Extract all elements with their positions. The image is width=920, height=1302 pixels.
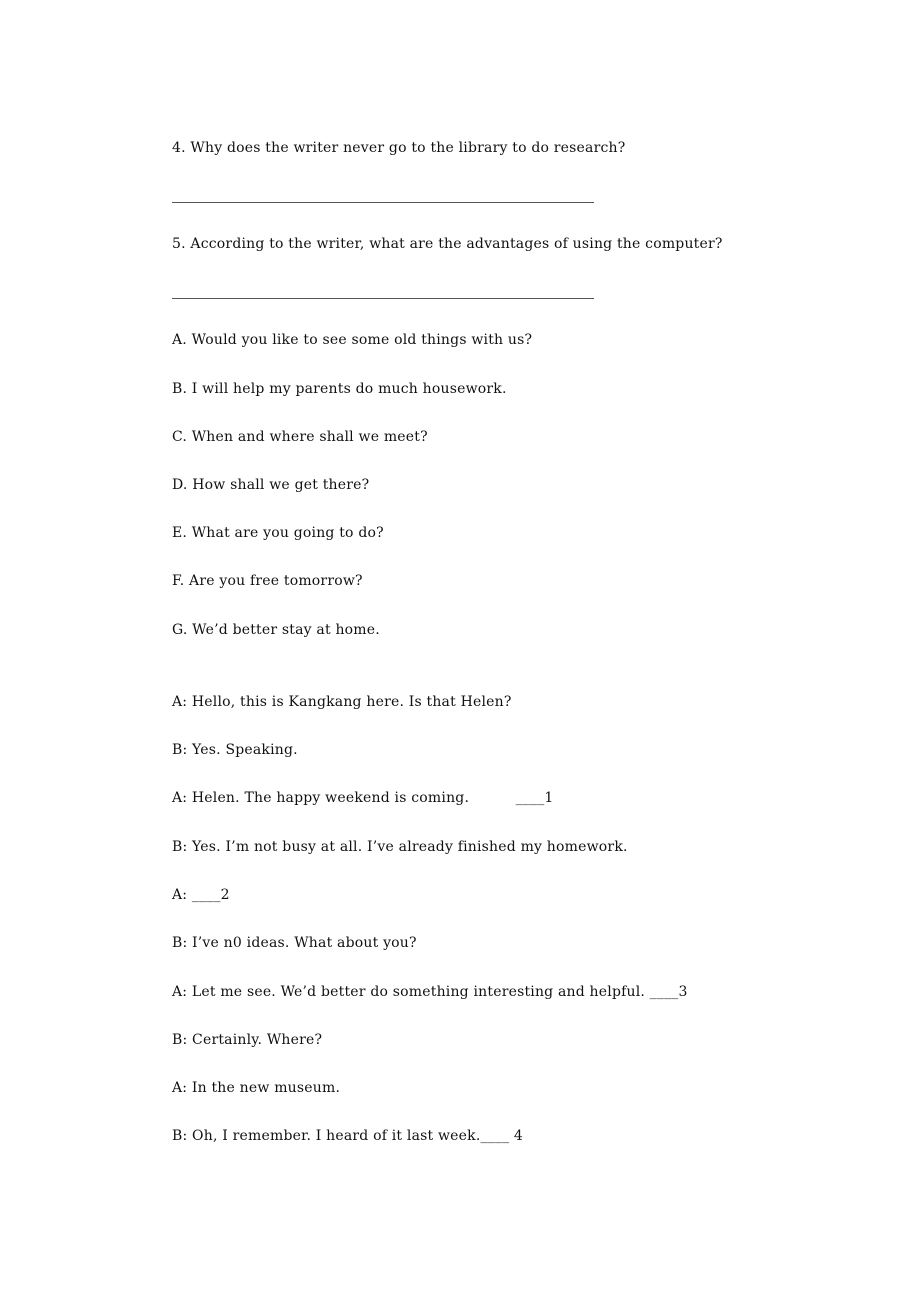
dialogue-line: A: ____2	[172, 887, 230, 903]
dialogue-line: A: Hello, this is Kangkang here. Is that Helen?	[172, 694, 512, 710]
option-g: G. We’d better stay at home.	[172, 622, 380, 638]
option-d: D. How shall we get there?	[172, 477, 370, 493]
option-c: C. When and where shall we meet?	[172, 429, 428, 445]
question-4: 4. Why does the writer never go to the library to do research?	[172, 140, 626, 156]
dialogue-line: B: Yes. Speaking.	[172, 742, 298, 758]
dialogue-line: B: Certainly. Where?	[172, 1032, 323, 1048]
dialogue-line: B: Yes. I’m not busy at all. I’ve already finished my homework.	[172, 839, 628, 855]
dialogue-line: A: Helen. The happy weekend is coming. ____1	[172, 790, 554, 806]
option-b: B. I will help my parents do much housework.	[172, 381, 507, 397]
dialogue-line: A: Let me see. We’d better do something interesting and helpful. ____3	[172, 984, 688, 1000]
option-f: F. Are you free tomorrow?	[172, 573, 363, 589]
dialogue-line: A: In the new museum.	[172, 1080, 341, 1096]
dialogue-line: B: Oh, I remember. I heard of it last week.____ 4	[172, 1128, 524, 1144]
option-e: E. What are you going to do?	[172, 525, 384, 541]
answer-line-4[interactable]	[172, 202, 594, 203]
dialogue-line: B: I’ve n0 ideas. What about you?	[172, 935, 417, 951]
option-a: A. Would you like to see some old things with us?	[172, 332, 533, 348]
answer-line-5[interactable]	[172, 298, 594, 299]
question-5: 5. According to the writer, what are the advantages of using the computer?	[172, 236, 723, 252]
